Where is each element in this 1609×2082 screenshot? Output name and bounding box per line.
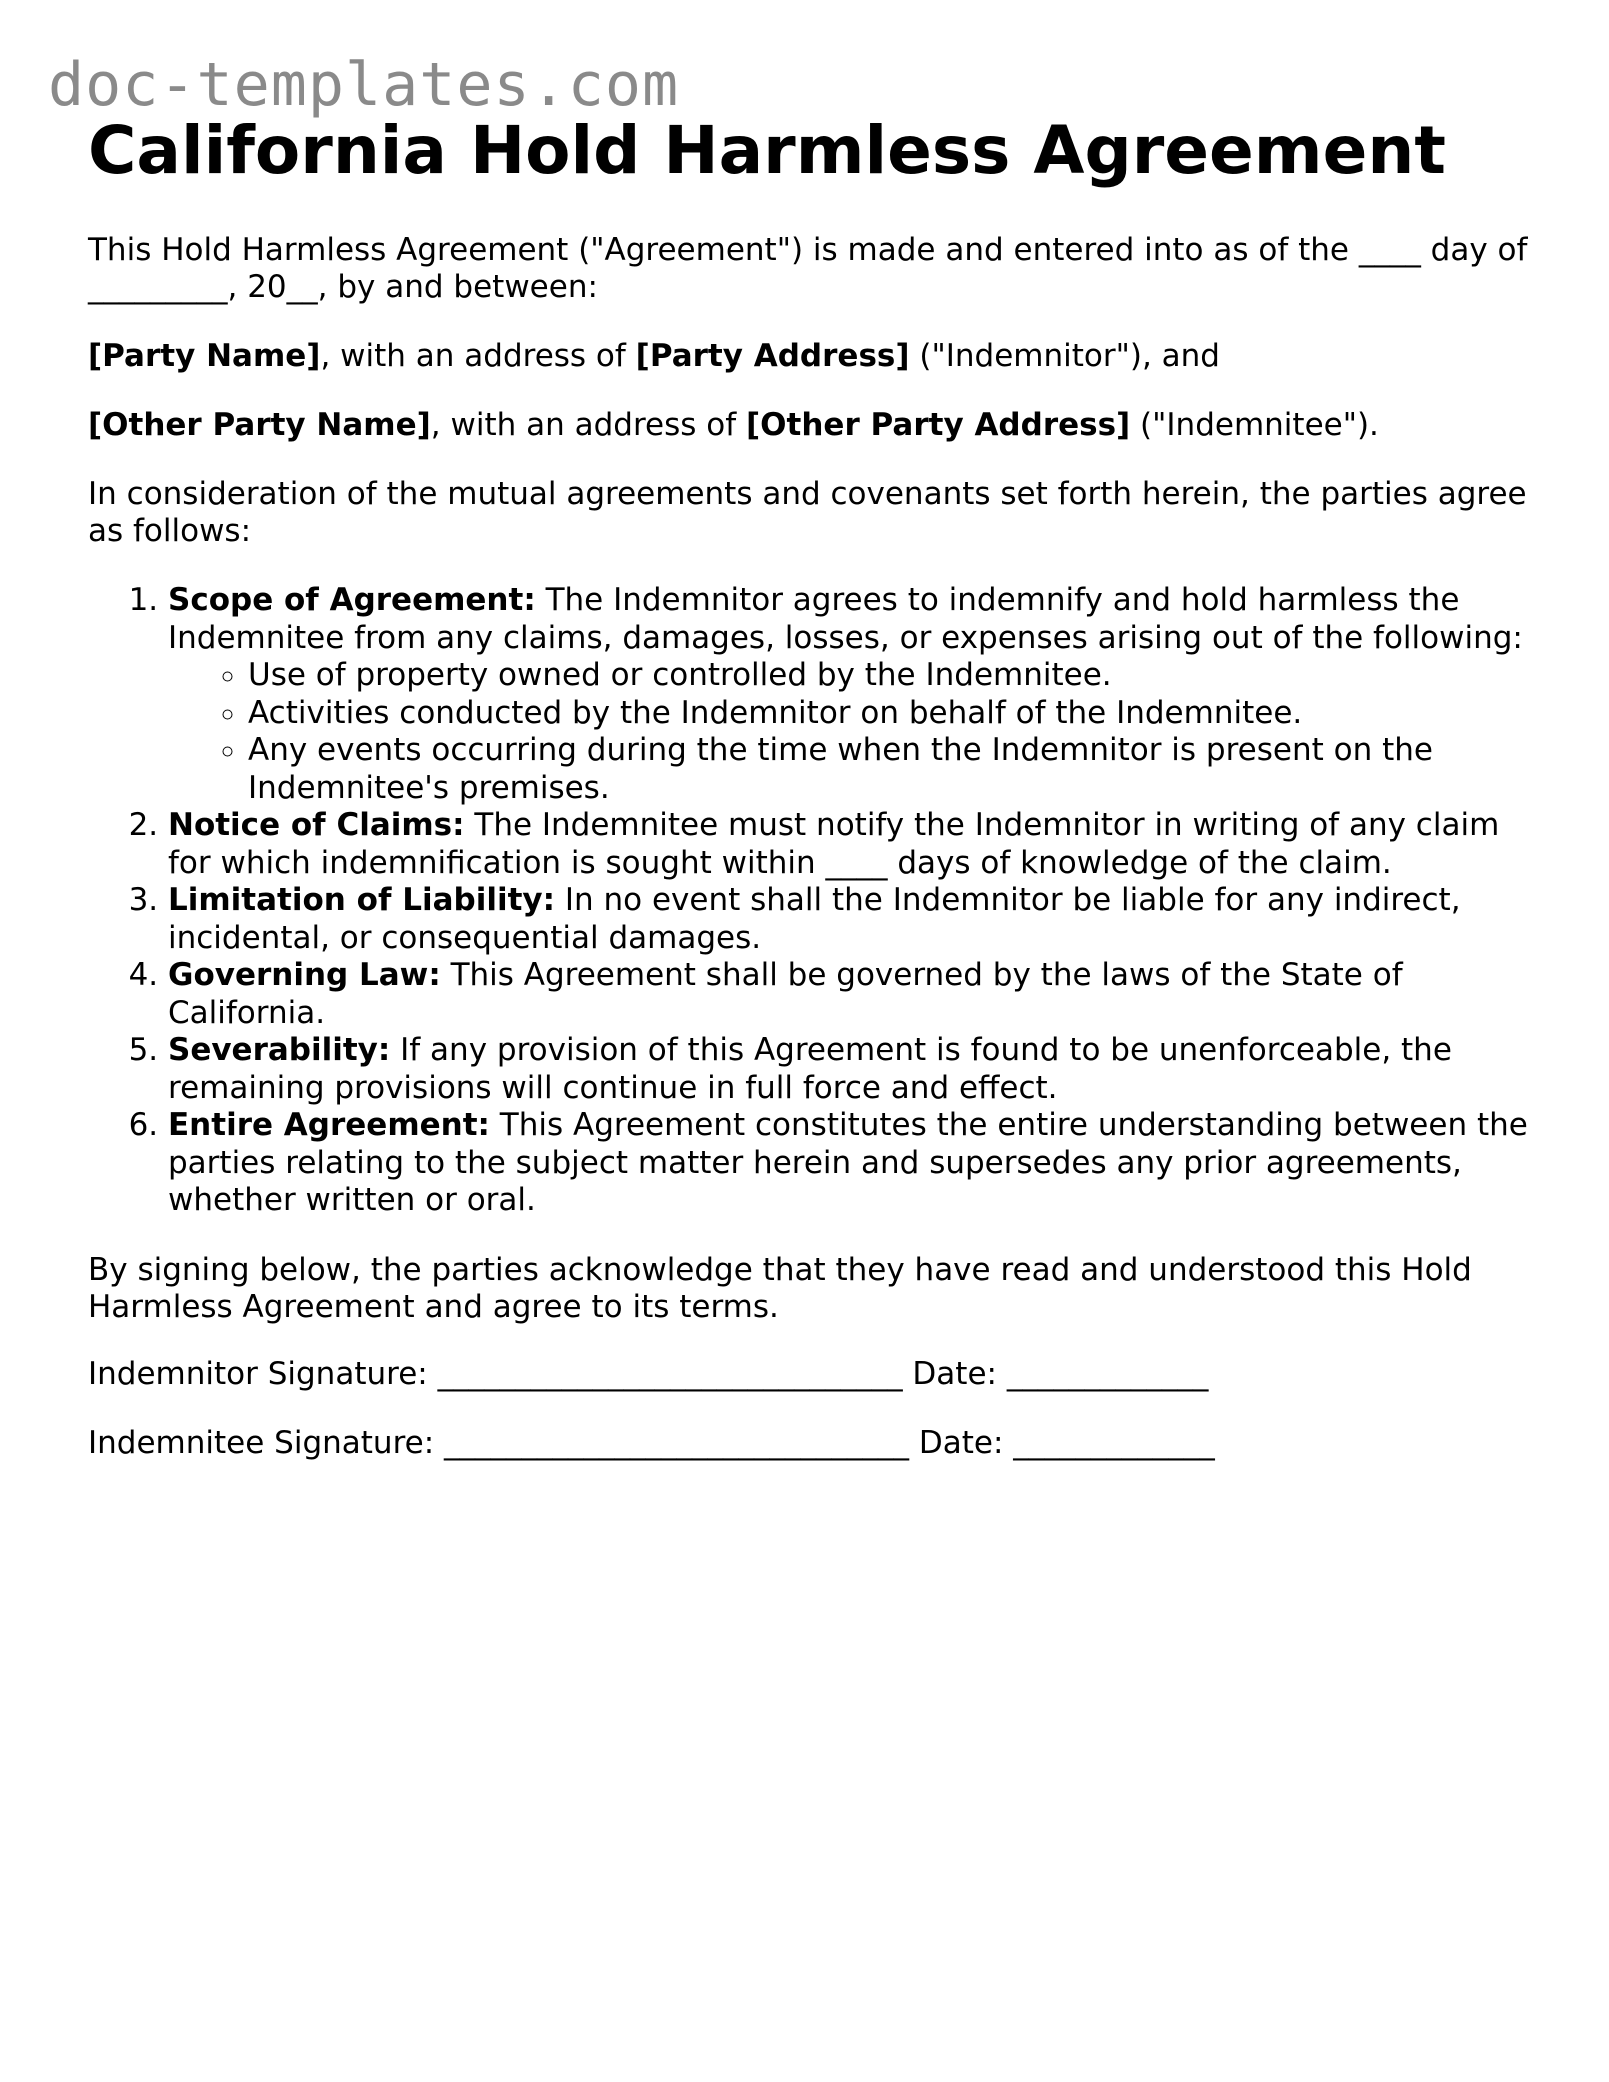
- document-title: California Hold Harmless Agreement: [88, 112, 1446, 189]
- indemnitor-name: [Party Name]: [88, 338, 321, 374]
- term-heading: Entire Agreement:: [168, 1107, 490, 1143]
- term-text: This Agreement shall be governed by the laws of the State of California.: [168, 957, 1403, 1031]
- indemnitee-role: ("Indemnitee").: [1130, 407, 1379, 443]
- term-text: The Indemnitor agrees to indemnify and hold harmless the Indemnitee from any claims, damages, losses, or expenses arising out of the following:: [168, 582, 1523, 656]
- term-item-scope: [168, 582, 1528, 807]
- scope-sublist: [168, 657, 1528, 807]
- indemnitor-party-line: [88, 338, 1528, 375]
- term-item-entire-agreement: [168, 1107, 1528, 1220]
- term-heading: Notice of Claims:: [168, 807, 465, 843]
- indemnitee-address-label: , with an address of: [430, 407, 747, 443]
- term-item-governing-law: [168, 957, 1528, 1032]
- scope-subitem: ◦ Activities conducted by the Indemnitor on behalf of the Indemnitee.: [248, 695, 1528, 733]
- indemnitor-signature-line: Indemnitor Signature: ______________________________ Date: _____________: [88, 1355, 1209, 1392]
- consideration-paragraph: In consideration of the mutual agreements and covenants set forth herein, the parties agree as follows:: [88, 476, 1527, 549]
- indemnitee-signature-line: Indemnitee Signature: ______________________________ Date: _____________: [88, 1424, 1215, 1461]
- acknowledgement-paragraph: By signing below, the parties acknowledge that they have read and understood this Hold Harmless Agreement and agree to its terms.: [88, 1251, 1472, 1325]
- term-item-severability: [168, 1032, 1528, 1107]
- term-text: If any provision of this Agreement is found to be unenforceable, the remaining provisions will continue in full force and effect.: [168, 1032, 1452, 1106]
- indemnitee-address: [Other Party Address]: [746, 407, 1131, 443]
- term-item-notice: [168, 807, 1528, 882]
- indemnitor-address-label: , with an address of: [320, 338, 636, 374]
- term-heading: Severability:: [168, 1032, 391, 1068]
- term-heading: Scope of Agreement:: [168, 582, 536, 618]
- intro-paragraph: This Hold Harmless Agreement ("Agreement") is made and entered into as of the ____ day of _________, 20__, by and between:: [88, 232, 1528, 305]
- scope-subitem: ◦ Any events occurring during the time when the Indemnitor is present on the Indemnitee's premises.: [248, 732, 1528, 807]
- indemnitee-name: [Other Party Name]: [88, 407, 431, 443]
- indemnitee-party-line: [88, 407, 1528, 444]
- indemnitor-role: ("Indemnitor"), and: [909, 338, 1220, 374]
- term-heading: Limitation of Liability:: [168, 882, 556, 918]
- term-text: This Agreement constitutes the entire understanding between the parties relating to the subject matter herein and supersedes any prior agreements, whether written or oral.: [168, 1107, 1528, 1218]
- term-item-limitation: [168, 882, 1528, 957]
- term-text: The Indemnitee must notify the Indemnitor in writing of any claim for which indemnification is sought within ____ days of knowledge of the claim.: [168, 807, 1500, 881]
- term-heading: Governing Law:: [168, 957, 441, 993]
- indemnitor-address: [Party Address]: [635, 338, 910, 374]
- watermark-logo: doc-templates.com: [48, 50, 680, 120]
- document-page: [88, 110, 1528, 1462]
- terms-list: [88, 582, 1528, 1220]
- term-text: In no event shall the Indemnitor be liable for any indirect, incidental, or consequential damages.: [168, 882, 1461, 956]
- scope-subitem: ◦ Use of property owned or controlled by the Indemnitee.: [248, 657, 1528, 695]
